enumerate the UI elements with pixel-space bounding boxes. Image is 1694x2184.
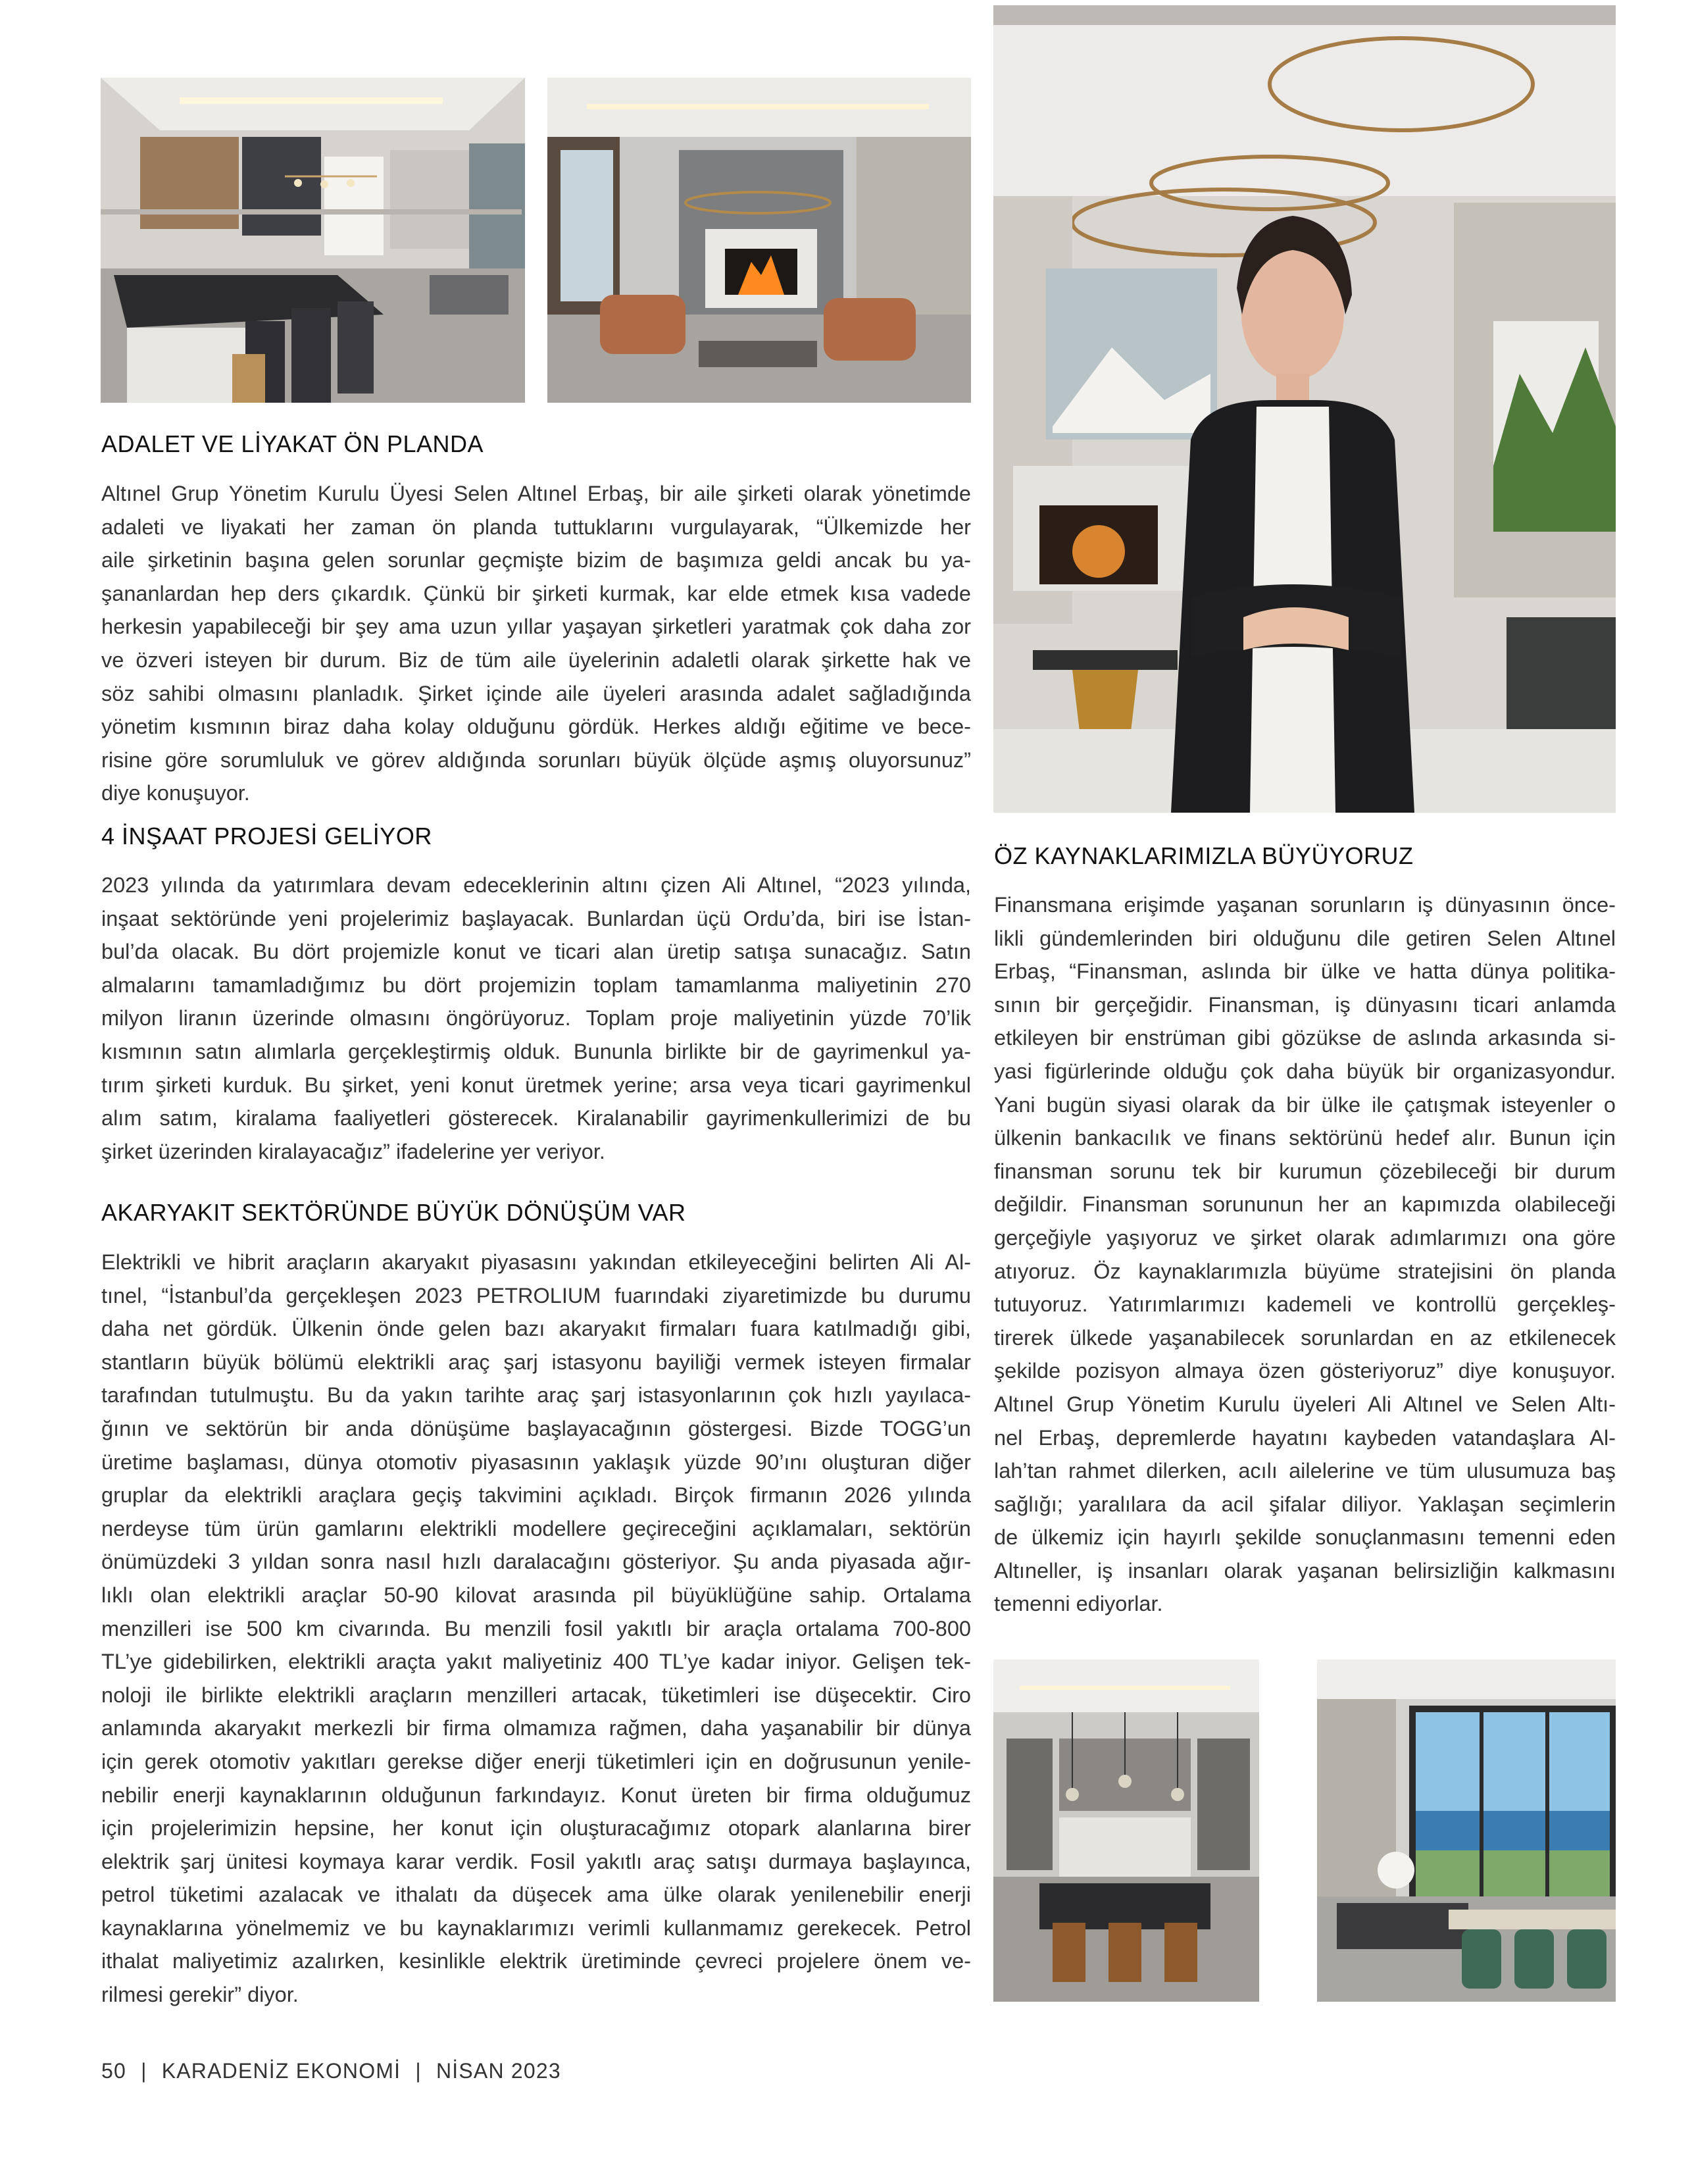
text-line: adaleti ve liyakati her zaman ön planda tuttuklarını vurgulayarak, “Ülkemizde her (101, 515, 971, 539)
section-heading-ozkaynak: ÖZ KAYNAKLARIMIZLA BÜYÜYORUZ (994, 842, 1414, 869)
text-line: ve özveri isteyen bir durum. Biz de tüm aile üyelerinin adaletli olarak şirkette hak ve (101, 648, 971, 672)
text-line: finansman sorunu tek bir kurumun çözebileceği bir durum (994, 1159, 1616, 1183)
interior-photo-living-room (547, 78, 971, 403)
text-line: gruplar da elektrikli araçlara geçiş takvimini açıkladı. Birçok firmanın 2026 yılında (101, 1483, 971, 1508)
text-line: Altınel Grup Yönetim Kurulu Üyesi Selen Altınel Erbaş, bir aile şirketi olarak yönetimde (101, 482, 971, 505)
text-line: şananlardan hep ders çıkardık. Çünkü bir şirketi kurmak, kar elde etmek kısa vadede (101, 581, 971, 605)
text-line: daha net gördük. Ülkenin önde gelen bazı akaryakıt firmaları fuara katılmadığı gibi, (101, 1317, 971, 1341)
portrait-photo-selen-altinel-erbas (993, 5, 1616, 813)
text-line: stantların büyük bölümü elektrikli araç şarj istasyonu bayiliği vermek isteyen firmalar (101, 1350, 971, 1374)
text-line: alım satım, kiralama faaliyetleri gösterecek. Kiralanabilir gayrimenkullerimizi de bu (101, 1106, 971, 1130)
text-line: lah’tan rahmet dilerken, acılı ailelerine ve tüm ulusumuza baş (994, 1459, 1616, 1483)
section-body-ozkaynak (994, 888, 1616, 1621)
page-number: 50 (101, 2059, 126, 2083)
text-line: gerçeğiyle yaşıyoruz ve şirket olarak adımlarımızı ona göre (994, 1225, 1616, 1250)
text-line: Yani bugün siyasi olarak da bir ülke ile çatışmak isteyenler o (994, 1092, 1616, 1117)
text-line: sağlığı; yaralılara da acil şifalar diliyor. Yaklaşan seçimlerin (994, 1492, 1616, 1516)
text-line: elektrik şarj ünitesi koymaya karar verdik. Fosil yakıtlı araç satışı durmaya başlayınca, (101, 1849, 971, 1873)
text-line: üretime başlaması, dünya otomotiv piyasasının yaklaşık yüzde 90’ını oluşturan diğer (101, 1450, 971, 1474)
text-line: milyon liranın üzerinde olmasını öngörüyoruz. Toplam proje maliyetinin yüzde 70’lik (101, 1006, 971, 1030)
footer-separator: | (415, 2059, 422, 2083)
text-line: likli gündemlerinden biri olduğunu dile getiren Selen Altınel (994, 926, 1616, 950)
text-line: nerdeyse tüm ürün gamlarını elektrikli modellere geçireceğini açıklamaları, sektörün (101, 1516, 971, 1540)
text-line: herkesin yapabileceği bir şey ama uzun yıllar yaşayan şirketleri yaratmak çok daha zor (101, 615, 971, 639)
text-line: Erbaş, “Finansman, aslında bir ülke ve hatta dünya politika- (994, 959, 1616, 984)
section-heading-adalet: ADALET VE LİYAKAT ÖN PLANDA (101, 430, 484, 457)
text-line: şekilde pozisyon almaya özen gösteriyoruz” diye konuşuyor. (994, 1359, 1616, 1383)
interior-photo-dining-sea-view (1317, 1660, 1616, 2002)
text-line: ithalat maliyetimiz azalırken, kesinlikle elektrik üretiminde çevreci projelere önem ve- (101, 1949, 971, 1973)
text-line: petrol tüketimi azalacak ve ithalatı da düşecek ama ülke olarak yenilenebilir enerji (101, 1883, 971, 1907)
text-line: önümüzdeki 3 yıldan sonra nasıl hızlı daralacağını gösteriyor. Şu anda piyasada ağır- (101, 1550, 971, 1574)
section-heading-akaryakit: AKARYAKIT SEKTÖRÜNDE BÜYÜK DÖNÜŞÜM VAR (101, 1199, 686, 1226)
text-line: noloji ile birlikte elektrikli araçların menzilleri artacak, tüketimleri ise düşecektir. Ciro (101, 1683, 971, 1707)
text-line: Elektrikli ve hibrit araçların akaryakıt piyasasını yakından etkileyeceğini belirten Ali Al- (101, 1250, 971, 1274)
text-line: temenni ediyorlar. (994, 1592, 1163, 1616)
text-line: için gerek otomotiv yakıtları gerekse diğer enerji tüketimleri için en doğrusunun yenile- (101, 1749, 971, 1773)
text-line: risine göre sorumluluk ve görev aldığında sorunları büyük ölçüde aşmış oluyorsunuz” (101, 748, 971, 772)
text-line: nel Erbaş, depremlerde hayatını kaybeden vatandaşlara Al- (994, 1425, 1616, 1450)
text-line: nebilir enerji kaynaklarının olduğunun farkındayız. Konut üreten bir firma olduğumuz (101, 1783, 971, 1807)
text-line: şirket üzerinden kiralayacağız” ifadelerine yer veriyor. (101, 1139, 605, 1163)
text-line: de ülkemiz için hayırlı şekilde sonuçlanmasını temenni eden (994, 1525, 1616, 1550)
text-line: yönetim kısmının biraz daha kolay olduğunu gördük. Herkes aldığı eğitime ve bece- (101, 715, 971, 739)
text-line: TL’ye gidebilirken, elektrikli araçta yakıt maliyetiniz 400 TL’ye kadar iniyor. Gelişen tek- (101, 1650, 971, 1674)
text-line: tınel, “İstanbul’da gerçekleşen 2023 PETROLIUM fuarındaki ziyaretimizde bu durumu (101, 1283, 971, 1308)
page-footer (101, 2059, 561, 2083)
text-line: Altıneller, iş insanları olarak yaşanan belirsizliğin kalkmasını (994, 1558, 1616, 1583)
text-line: ğının ve sektörün bir anda dönüşüme başlayacağının göstergesi. Bizde TOGG’un (101, 1416, 971, 1440)
magazine-name: KARADENİZ EKONOMİ (161, 2059, 401, 2083)
footer-separator: | (141, 2059, 147, 2083)
text-line: tarafından tutulmuştu. Bu da yakın tarihte araç şarj istasyonlarının çok hızlı yayılaca- (101, 1383, 971, 1408)
text-line: menzilleri ise 500 km civarında. Bu menzili fosil yakıtlı bir araçla ortalama 700-800 (101, 1616, 971, 1640)
section-body-adalet (101, 477, 971, 810)
text-line: kısmının satın alımlarla gerçekleştirmiş olduk. Bununla birlikte bir de gayrimenkul ya- (101, 1039, 971, 1063)
text-line: Finansmana erişimde yaşanan sorunların iş dünyasının önce- (994, 893, 1616, 917)
text-line: aile şirketinin başına gelen sorunlar geçmişte bizim de başımıza geldi ancak bu ya- (101, 548, 971, 572)
section-heading-insaat: 4 İNŞAAT PROJESİ GELİYOR (101, 823, 432, 850)
text-line: sının bir gerçeğidir. Finansman, iş dünyasını ticari anlamda (994, 992, 1616, 1017)
text-line: tirerek ülkede yaşanabilecek sorunlardan en az etkilenecek (994, 1325, 1616, 1350)
text-line: rilmesi gerekir” diyor. (101, 1983, 299, 2007)
interior-photo-kitchen-island (993, 1660, 1259, 2002)
interior-photo-kitchen (101, 78, 525, 403)
text-line: tırım şirketi kurduk. Bu şirket, yeni konut üretmek yerine; arsa veya ticari gayrimenkul (101, 1073, 971, 1097)
text-line: bul’da olacak. Bu dört projemizle konut ve ticari alan üretip satışa sunacağız. Satın (101, 940, 971, 964)
text-line: almalarını tamamladığımız bu dört projemizin toplam tamamlanma maliyetinin 270 (101, 973, 971, 997)
text-line: 2023 yılında da yatırımlara devam edeceklerinin altını çizen Ali Altınel, “2023 yılında, (101, 873, 971, 897)
text-line: Altınel Grup Yönetim Kurulu üyeleri Ali Altınel ve Selen Altı- (994, 1392, 1616, 1416)
issue-date: NİSAN 2023 (436, 2059, 561, 2083)
text-line: ülkenin bankacılık ve finans sektörünü hedef alır. Bunun için (994, 1126, 1616, 1150)
text-line: tutuyoruz. Yatırımlarımızı kademeli ve kontrollü gerçekleş- (994, 1292, 1616, 1317)
text-line: etkileyen bir enstrüman gibi gözükse de aslında arkasında si- (994, 1026, 1616, 1050)
section-body-insaat (101, 869, 971, 1168)
text-line: değildir. Finansman sorununun her an kapımızda olabileceği (994, 1192, 1616, 1217)
text-line: söz sahibi olmasını planladık. Şirket içinde aile üyeleri arasında adalet sağladığında (101, 681, 971, 705)
text-line: için projelerimizin hepsine, her konut için oluşturacağımız otopark alanlarına birer (101, 1816, 971, 1841)
text-line: inşaat sektöründe yeni projelerimiz başlayacak. Bunlardan üçü Ordu’da, biri ise İstan- (101, 906, 971, 930)
text-line: kaynaklarına yönelmemiz ve bu kaynaklarımızı verimli kullanmamız gerekecek. Petrol (101, 1916, 971, 1940)
text-line: anlamında akaryakıt merkezli bir firma olmamıza rağmen, daha yaşanabilir bir dünya (101, 1716, 971, 1740)
text-line: yasi figürlerinde olduğu çok daha büyük bir organizasyondur. (994, 1059, 1616, 1083)
text-line: diye konuşuyor. (101, 781, 250, 805)
text-line: atıyoruz. Öz kaynaklarımızla büyüme stratejisini ön planda (994, 1259, 1616, 1283)
section-body-akaryakit (101, 1246, 971, 2012)
text-line: lıklı olan elektrikli araçlar 50-90 kilovat arasında pil büyüklüğüne sahip. Ortalama (101, 1583, 971, 1607)
